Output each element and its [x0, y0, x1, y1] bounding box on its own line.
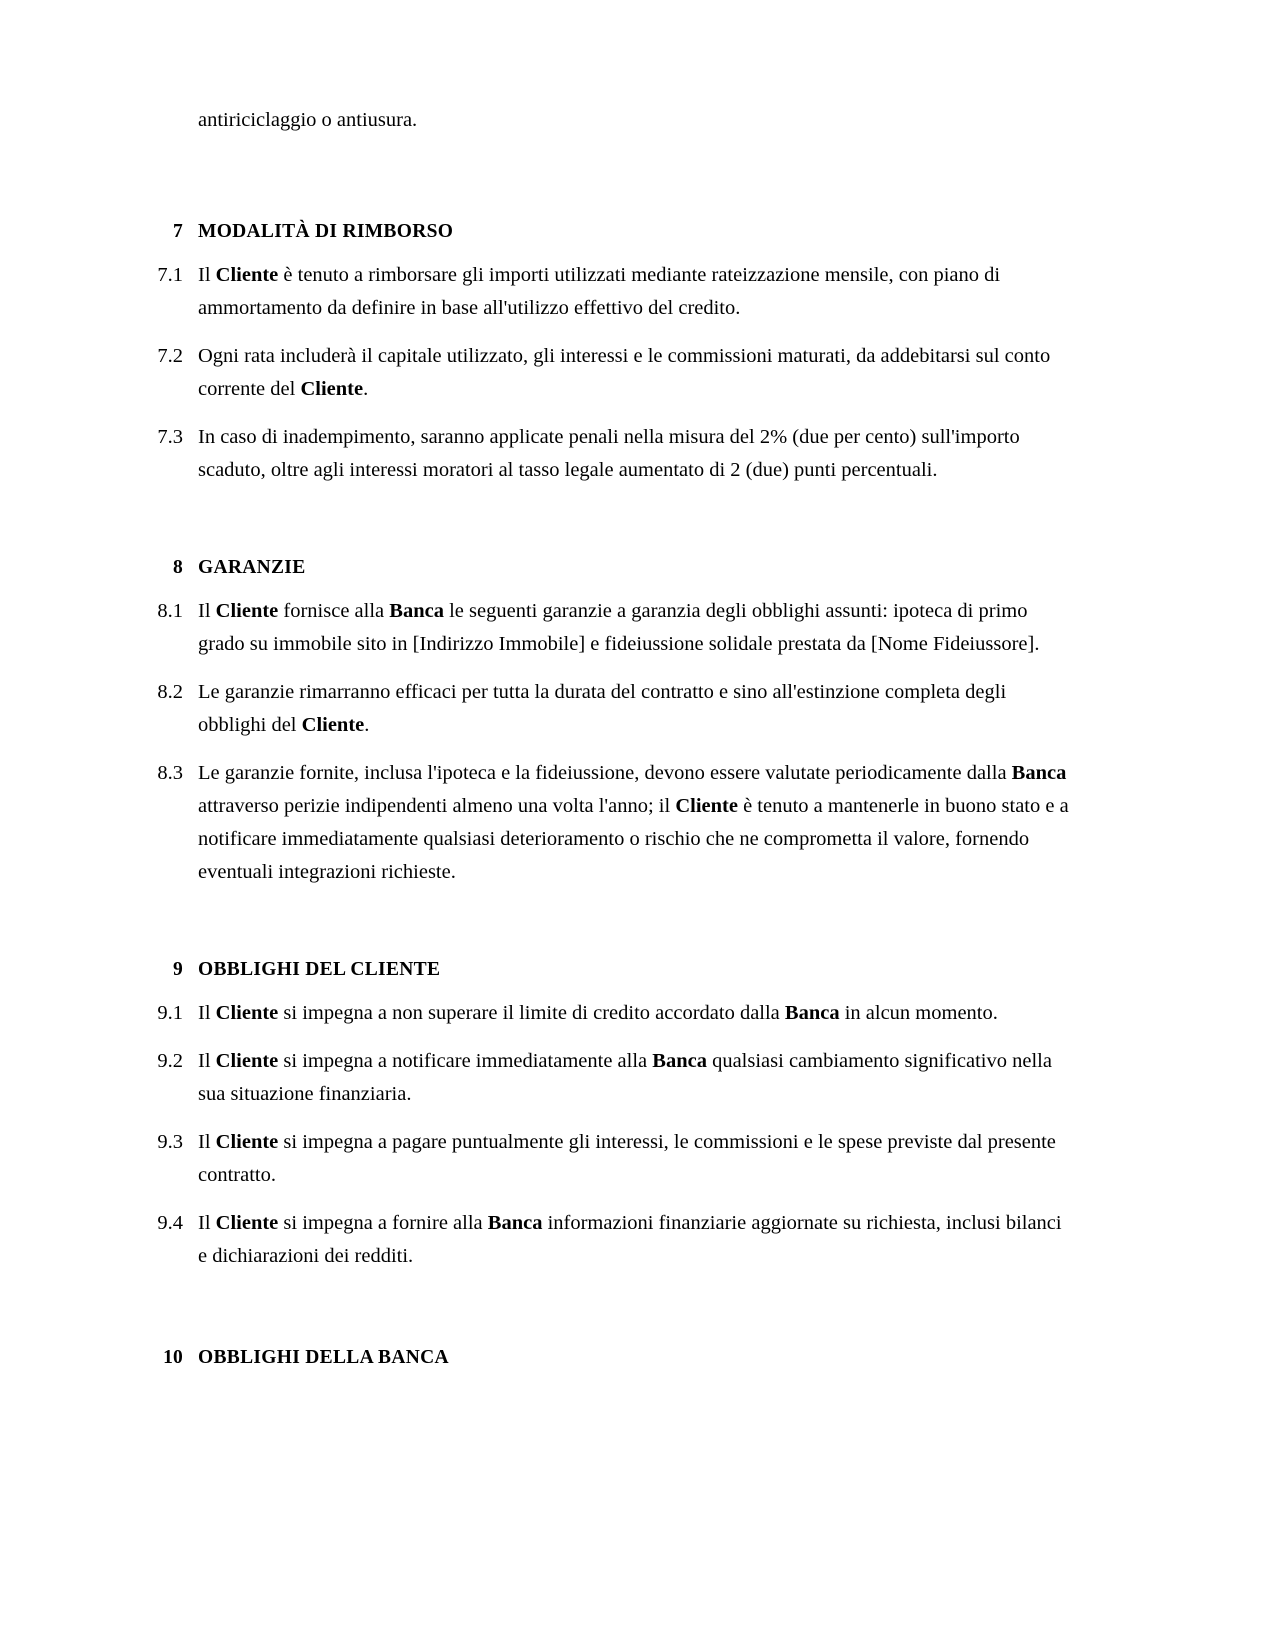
emphasis-term: Cliente [300, 378, 364, 400]
continuation-paragraph: antiriciclaggio o antiusura. [198, 109, 418, 131]
section-number: 10 [163, 1347, 183, 1368]
clause-text [198, 1045, 1073, 1111]
spacer [143, 981, 1073, 997]
clause-number: 7.1 [157, 264, 183, 286]
spacer [143, 742, 1073, 757]
emphasis-term: Banca [784, 1002, 840, 1024]
clause-number: 8.2 [157, 681, 183, 703]
clause-text [198, 757, 1073, 889]
spacer [143, 579, 1073, 595]
clause [143, 997, 1073, 1030]
clause-number: 8.1 [157, 600, 183, 622]
section-heading [143, 959, 1073, 981]
emphasis-term: Cliente [215, 1050, 279, 1072]
clause-text [198, 1126, 1073, 1192]
clause-text [198, 421, 1073, 487]
clause-text [198, 595, 1073, 661]
text-run: Il [198, 1131, 216, 1153]
document-body [143, 104, 1073, 1369]
spacer [143, 1111, 1073, 1126]
section-title: GARANZIE [198, 557, 306, 578]
spacer [143, 243, 1073, 259]
text-run: Il [198, 600, 216, 622]
text-run: si impegna a fornire alla [278, 1212, 488, 1234]
text-run: In caso di inadempimento, saranno applicate penali nella misura del 2% (due per cento) sull'importo scaduto, oltre agli interessi moratori al tasso legale aumentato di 2 (due) punti percentuali. [198, 426, 1020, 481]
text-run: Il [198, 1002, 216, 1024]
text-run: fornisce alla [278, 600, 390, 622]
section-heading [143, 221, 1073, 243]
emphasis-term: Cliente [215, 1212, 279, 1234]
emphasis-term: Cliente [215, 600, 279, 622]
clause-number: 9.4 [157, 1212, 183, 1234]
section-title: MODALITÀ DI RIMBORSO [198, 221, 454, 242]
clause-text [198, 997, 1073, 1030]
emphasis-term: Cliente [215, 264, 279, 286]
clause [143, 676, 1073, 742]
emphasis-term: Cliente [215, 1002, 279, 1024]
clause [143, 757, 1073, 889]
emphasis-term: Banca [487, 1212, 543, 1234]
emphasis-term: Banca [1011, 762, 1067, 784]
section-title: OBBLIGHI DELLA BANCA [198, 1347, 449, 1368]
clause-number: 9.2 [157, 1050, 183, 1072]
text-run: Il [198, 1212, 216, 1234]
spacer [143, 889, 1073, 959]
clause-text [198, 1207, 1073, 1273]
spacer [143, 487, 1073, 557]
text-run: Le garanzie rimarranno efficaci per tutta la durata del contratto e sino all'estinzione completa degli obblighi del [198, 681, 1007, 736]
section-number: 7 [173, 221, 183, 242]
spacer [143, 1192, 1073, 1207]
emphasis-term: Cliente [675, 795, 738, 817]
clause-number: 7.2 [157, 345, 183, 367]
clause [143, 340, 1073, 406]
text-run: è tenuto a rimborsare gli importi utilizzati mediante rateizzazione mensile, con piano di ammortamento da definire in base all'utilizzo effettivo del credito. [198, 264, 1001, 319]
clause [143, 421, 1073, 487]
section-heading [143, 1347, 1073, 1369]
clause-text [198, 259, 1073, 325]
emphasis-term: Cliente [215, 1131, 279, 1153]
text-run: Le garanzie fornite, inclusa l'ipoteca e la fideiussione, devono essere valutate periodicamente dalla [198, 762, 1012, 784]
text-run: è tenuto a mantenerle in buono stato e a notificare immediatamente qualsiasi deterioramento o rischio che ne comprometta il valore, fornendo eventuali integrazioni richieste. [198, 795, 1069, 883]
clause [143, 259, 1073, 325]
clause [143, 1045, 1073, 1111]
section-number: 8 [173, 557, 183, 578]
text-run: qualsiasi cambiamento significativo nella sua situazione finanziaria. [198, 1050, 1052, 1105]
spacer [143, 325, 1073, 340]
emphasis-term: Banca [652, 1050, 707, 1072]
text-run: si impegna a non superare il limite di credito accordato dalla [278, 1002, 785, 1024]
spacer [143, 661, 1073, 676]
clause [143, 1207, 1073, 1273]
clause-text [198, 676, 1073, 742]
spacer [143, 1030, 1073, 1045]
clause-text [198, 340, 1073, 406]
clause [143, 1126, 1073, 1192]
text-run: si impegna a notificare immediatamente alla [278, 1050, 653, 1072]
text-run: Il [198, 1050, 216, 1072]
clause-number: 9.1 [157, 1002, 183, 1024]
spacer [143, 1273, 1073, 1347]
sections-container [143, 221, 1073, 1369]
emphasis-term: Cliente [301, 714, 365, 736]
text-run: attraverso perizie indipendenti almeno una volta l'anno; il [198, 795, 676, 817]
emphasis-term: Banca [389, 600, 444, 622]
spacer [143, 406, 1073, 421]
clause [143, 595, 1073, 661]
clause-number: 8.3 [157, 762, 183, 784]
text-run: Il [198, 264, 216, 286]
spacer [143, 137, 1073, 221]
section-title: OBBLIGHI DEL CLIENTE [198, 959, 441, 980]
text-run: Ogni rata includerà il capitale utilizzato, gli interessi e le commissioni maturati, da addebitarsi sul conto corrente del [198, 345, 1051, 400]
text-run: informazioni finanziarie aggiornate su richiesta, inclusi bilanci e dichiarazioni dei redditi. [198, 1212, 1062, 1267]
text-run: . [363, 378, 369, 400]
clause-number: 7.3 [157, 426, 183, 448]
clause-number: 9.3 [157, 1131, 183, 1153]
text-run: le seguenti garanzie a garanzia degli obblighi assunti: ipoteca di primo grado su immobile sito in [Indirizzo Immobile] e fideiussione solidale prestata da [Nome Fideiussore]. [198, 600, 1040, 655]
text-run: . [364, 714, 370, 736]
section-heading [143, 557, 1073, 579]
text-run: si impegna a pagare puntualmente gli interessi, le commissioni e le spese previste dal presente contratto. [198, 1131, 1056, 1186]
text-run: in alcun momento. [839, 1002, 998, 1024]
section-number: 9 [173, 959, 183, 980]
